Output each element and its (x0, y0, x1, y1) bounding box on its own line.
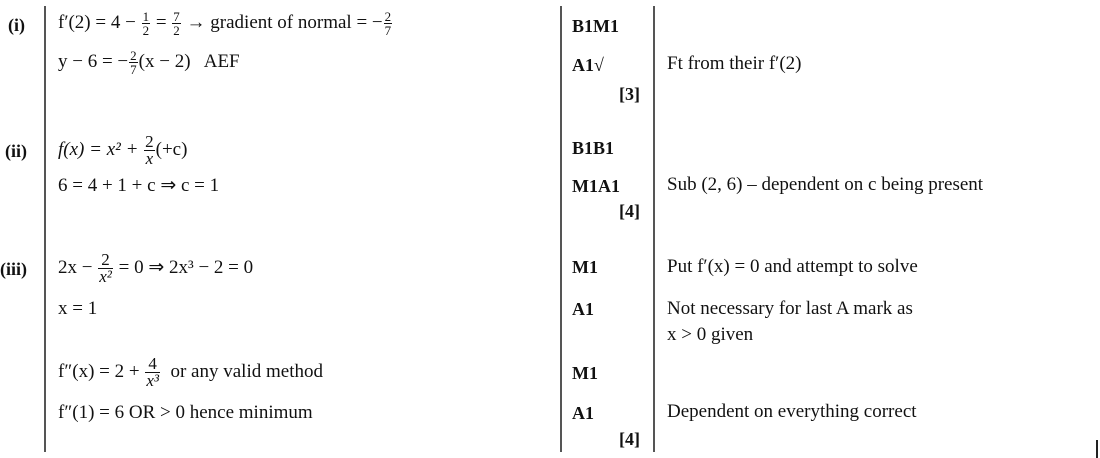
expr: → gradient of normal = − (181, 11, 383, 33)
expr: 2x − (58, 256, 98, 278)
mark-total-i: [3] (619, 84, 640, 104)
numerator: 2 (98, 252, 113, 269)
fraction (129, 49, 138, 76)
fraction (144, 134, 155, 167)
part-label-iii: (iii) (0, 259, 27, 279)
mark-i-2: A1√ (572, 55, 604, 75)
mark-iii-2: A1 (572, 299, 594, 319)
guidance-iii-4: Dependent on everything correct (667, 401, 917, 422)
mark-iii-1: M1 (572, 257, 598, 277)
guidance-iii-3: x > 0 given (667, 324, 754, 345)
expr: = (151, 11, 172, 33)
working-line-i-1 (58, 10, 393, 37)
denominator: 7 (384, 23, 392, 38)
expr: f′(2) = 4 − (58, 11, 141, 33)
expr: = 0 ⇒ 2x³ − 2 = 0 (113, 256, 254, 278)
working-line-iii-2: x = 1 (58, 298, 98, 319)
working-line-iii-3 (58, 356, 323, 389)
mark-total-ii: [4] (619, 201, 640, 221)
expr: or any valid method (160, 360, 323, 382)
part-label-i: (i) (8, 15, 25, 35)
marks-column-divider (560, 6, 562, 452)
working-line-ii-1 (58, 134, 187, 167)
fraction (145, 356, 160, 389)
numerator: 2 (145, 132, 154, 151)
expr: f(x) = x² + (58, 138, 144, 160)
denominator: 2 (173, 23, 180, 38)
working-line-i-2 (58, 49, 240, 76)
fraction (98, 252, 113, 285)
guidance-iii-2: Not necessary for last A mark as (667, 298, 913, 319)
denominator: x³ (146, 371, 159, 390)
mark-ii-2: M1A1 (572, 176, 620, 196)
guidance-iii-1: Put f′(x) = 0 and attempt to solve (667, 256, 918, 277)
part-label-ii: (ii) (5, 141, 27, 161)
fraction (142, 10, 151, 37)
denominator: x² (99, 267, 112, 286)
guidance-i-1: Ft from their f′(2) (667, 53, 802, 74)
expr: y − 6 = − (58, 50, 129, 72)
label-column-divider (44, 6, 46, 452)
mark-iii-3: M1 (572, 363, 598, 383)
working-line-iii-1 (58, 252, 253, 285)
fraction (384, 10, 393, 37)
guidance-column-divider (653, 6, 655, 452)
mark-iii-4: A1 (572, 403, 594, 423)
mark-total-iii: [4] (619, 429, 640, 449)
numerator: 2 (384, 9, 392, 24)
expr: f″(x) = 2 + (58, 360, 145, 382)
numerator: 1 (142, 9, 150, 24)
mark-i-1: B1M1 (572, 16, 619, 36)
mark-ii-1: B1B1 (572, 138, 615, 158)
numerator: 4 (145, 356, 160, 373)
denominator: x (145, 149, 154, 168)
denominator: 7 (130, 62, 137, 77)
numerator: 2 (130, 48, 137, 63)
denominator: 2 (142, 23, 150, 38)
expr: (+c) (155, 138, 188, 160)
working-line-iii-4: f″(1) = 6 OR > 0 hence minimum (58, 402, 313, 423)
numerator: 7 (173, 9, 180, 24)
working-line-ii-2: 6 = 4 + 1 + c ⇒ c = 1 (58, 175, 220, 196)
fraction (172, 10, 181, 37)
guidance-ii-1: Sub (2, 6) – dependent on c being present (667, 174, 984, 195)
text-cursor (1096, 440, 1098, 458)
expr: (x − 2) AEF (138, 50, 240, 72)
